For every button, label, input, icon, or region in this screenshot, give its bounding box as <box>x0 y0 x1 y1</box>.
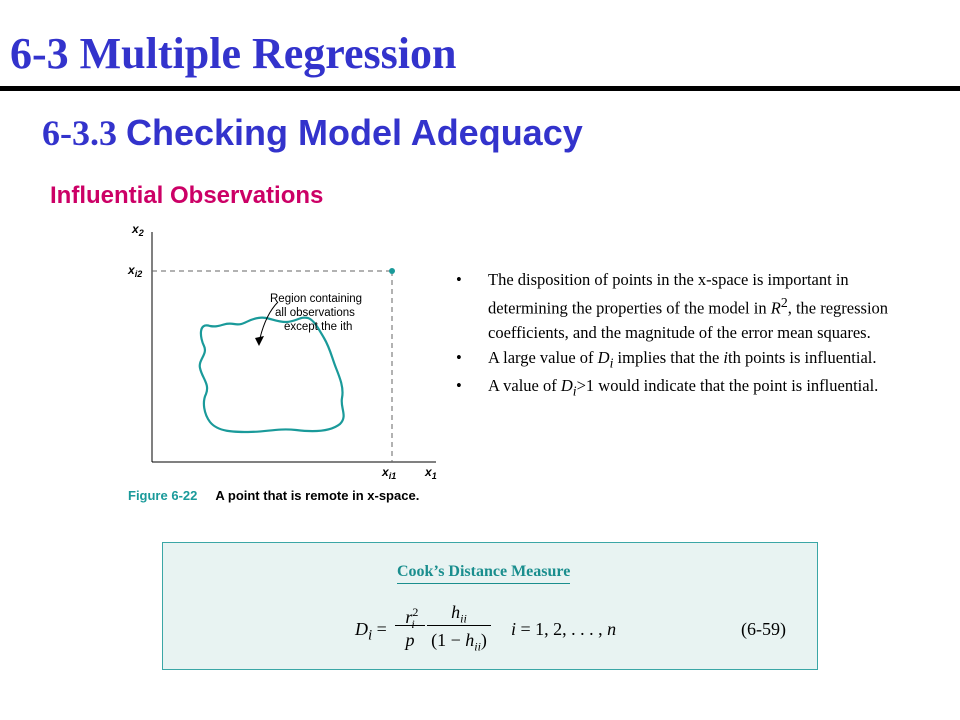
figure-diagram <box>118 218 448 486</box>
bullet-d-greater-1: • A value of $D_i>1$ would indicate that the point is influential. <box>456 374 906 402</box>
formula-lhs: $D_i$ = <box>355 619 387 644</box>
figure-number: Figure 6-22 <box>128 488 198 503</box>
fraction-leverage: $h_{ii}$ $(1 - h_{ii})$ <box>427 601 491 651</box>
subtitle-number: 6-3.3 <box>42 113 117 153</box>
subtitle-text: Checking Model Adequacy <box>126 112 583 153</box>
subtitle <box>42 112 583 153</box>
bullet-list <box>456 268 906 402</box>
region-annotation: Region containing all observations except the ith <box>270 293 363 333</box>
fraction-r-over-p: $r^2_i$ p <box>395 601 425 651</box>
cooks-distance-box <box>162 542 818 670</box>
region-arrow-head <box>255 336 264 346</box>
figure-remote-point <box>118 218 448 514</box>
bullet-disposition: • The disposition of points in the x-space is important in determining the properties of the model in $R^2$, the regression coefficients, and the magnitude of the error mean squares. <box>456 268 906 346</box>
remote-point <box>389 268 395 274</box>
formula-title: Cook’s Distance Measure <box>397 563 570 584</box>
point-x-label: $x_{i1}$ <box>382 465 397 481</box>
point-y-label: $x_{i2}$ <box>128 263 143 279</box>
y-axis-label: $x_2$ <box>132 222 144 238</box>
figure-caption-text: A point that is remote in x-space. <box>215 488 420 503</box>
bullet-large-d: • A large value of $D_i$ implies that the ith points is influential. <box>456 346 906 374</box>
x-axis-label: $x_1$ <box>425 465 437 481</box>
observation-region <box>200 318 344 432</box>
equation-number: (6-59) <box>741 619 786 639</box>
section-heading: Influential Observations <box>50 182 324 209</box>
title-divider <box>0 86 960 91</box>
formula-index-range: i = 1, 2, . . . , n <box>511 619 617 639</box>
figure-caption <box>128 488 419 503</box>
main-title: 6-3 Multiple Regression <box>10 29 457 78</box>
